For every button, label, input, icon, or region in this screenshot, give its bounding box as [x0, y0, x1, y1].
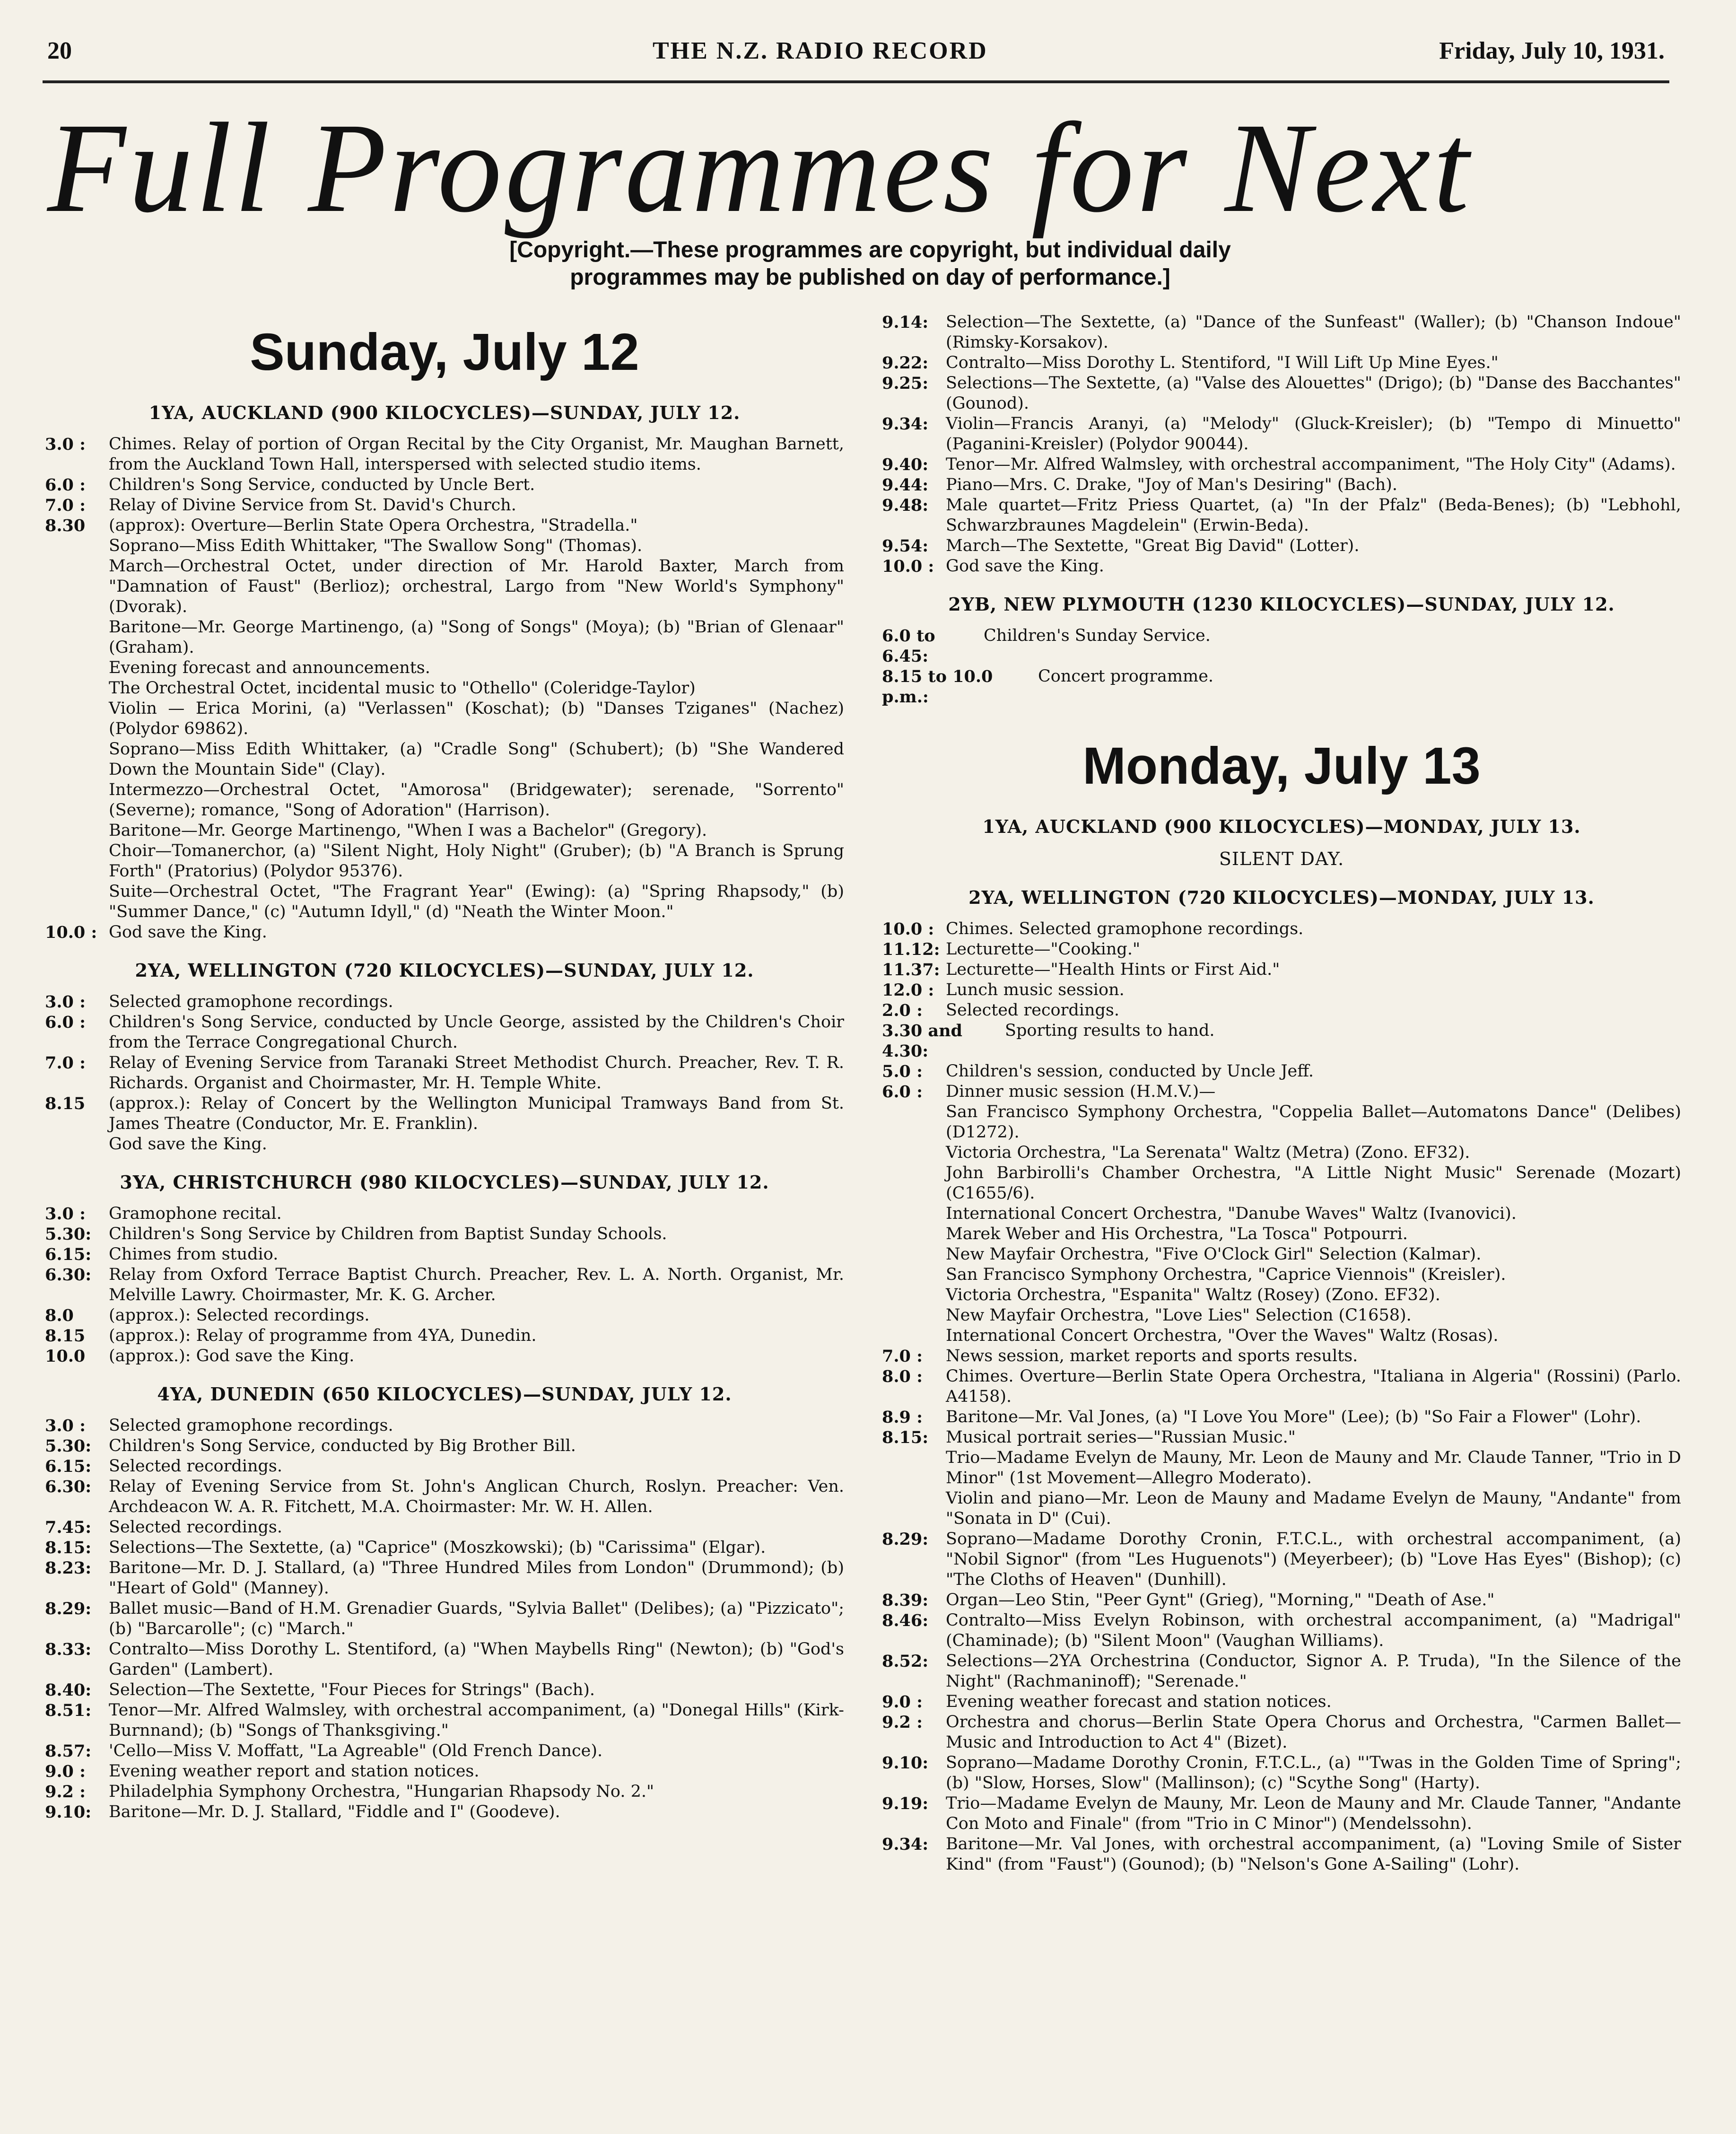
- list-item: 5.30: Children's Song Service, conducted by Big Brother Bill.: [45, 1436, 576, 1456]
- station-4ya-sunday: 4YA, DUNEDIN (650 KILOCYCLES)—SUNDAY, JULY 12.: [157, 1383, 732, 1405]
- list-item: 8.30 (approx): Overture—Berlin State Opera Orchestra, "Stradella.": [45, 516, 638, 535]
- list-item: 5.30: Children's Song Service by Children from Baptist Sunday Schools.: [45, 1224, 667, 1244]
- programme-item: International Concert Orchestra, "Danube Waves" Waltz (Ivanovici).: [946, 1204, 1517, 1223]
- list-item: 3.0 : Chimes. Relay of portion of Organ Recital by the City Organist, Mr. Maughan Barnett, from the Auckland Town Hall, interspersed with selected studio items.: [45, 435, 844, 474]
- list-item: 9.0 : Evening weather report and station notices.: [45, 1762, 480, 1781]
- page-header: [47, 37, 1665, 70]
- list-item: 8.0 (approx.): Selected recordings.: [45, 1306, 370, 1325]
- list-item: 8.15: Selections—The Sextette, (a) "Caprice" (Moszkowski); (b) "Carissima" (Elgar).: [45, 1538, 766, 1557]
- programme-item: Baritone—Mr. George Martinengo, (a) "Song of Songs" (Moya); (b) "Brian of Glenaar" (Graham).: [109, 618, 844, 657]
- programme-item: March—Orchestral Octet, under direction of Mr. Harold Baxter, March from "Damnation of Faust" (Berlioz); orchestral, Largo from "New World's Symphony" (Dvorak).: [109, 557, 844, 616]
- programme-item: Trio—Madame Evelyn de Mauny, Mr. Leon de Mauny and Mr. Claude Tanner, "Trio in D Minor" (1st Movement—Allegro Moderato).: [946, 1448, 1681, 1487]
- list-item: 10.0 : God save the King.: [45, 923, 267, 942]
- list-item: 9.48: Male quartet—Fritz Priess Quartet, (a) "In der Pfalz" (Beda-Benes); (b) "Lebhohl, Schwarzbraunes Magdelein" (Erwin-Beda).: [882, 496, 1681, 535]
- list-item: 8.15 to 10.0 p.m.: Concert programme.: [882, 667, 1214, 707]
- programme-item: Choir—Tomanerchor, (a) "Silent Night, Holy Night" (Gruber); (b) "A Branch is Sprung Forth" (Pratorius) (Polydor 95376).: [109, 841, 844, 881]
- programme-item: Violin — Erica Morini, (a) "Verlassen" (Koschat); (b) "Danses Tziganes" (Nachez) (Polydor 69862).: [109, 699, 844, 738]
- list-item: 6.0 : Children's Song Service, conducted by Uncle Bert.: [45, 475, 535, 495]
- list-item: 8.0 : Chimes. Overture—Berlin State Opera Orchestra, "Italiana in Algeria" (Rossini) (Parlo. A4158).: [882, 1367, 1681, 1406]
- issue-date: Friday, July 10, 1931.: [1439, 37, 1665, 64]
- programme-item: International Concert Orchestra, "Over the Waves" Waltz (Rosas).: [946, 1326, 1499, 1345]
- list-item: 9.34: Violin—Francis Aranyi, (a) "Melody" (Gluck-Kreisler); (b) "Tempo di Minuetto" (Paganini-Kreisler) (Polydor 90044).: [882, 414, 1681, 454]
- station-2ya-sunday: 2YA, WELLINGTON (720 KILOCYCLES)—SUNDAY, JULY 12.: [135, 960, 754, 981]
- list-item: 2.0 : Selected recordings.: [882, 1001, 1119, 1020]
- page-number: 20: [47, 37, 72, 64]
- list-item: 3.0 : Gramophone recital.: [45, 1204, 282, 1224]
- list-item: 8.46: Contralto—Miss Evelyn Robinson, with orchestral accompaniment, (a) "Madrigal" (Chaminade); (b) "Silent Moon" (Vaughan Williams).: [882, 1611, 1681, 1650]
- programme-item: Suite—Orchestral Octet, "The Fragrant Year" (Ewing): (a) "Spring Rhapsody," (b) "Summer Dance," (c) "Autumn Idyll," (d) "Neath the Winter Moon.": [109, 882, 844, 921]
- list-item: 9.22: Contralto—Miss Dorothy L. Stentiford, "I Will Lift Up Mine Eyes.": [882, 353, 1499, 373]
- list-item: 10.0 : Chimes. Selected gramophone recordings.: [882, 919, 1304, 939]
- header-rule: [43, 80, 1669, 83]
- silent-day-note: SILENT DAY.: [1219, 848, 1344, 869]
- programme-item: Soprano—Miss Edith Whittaker, "The Swallow Song" (Thomas).: [109, 536, 643, 555]
- station-1ya-monday: 1YA, AUCKLAND (900 KILOCYCLES)—MONDAY, JULY 13.: [982, 816, 1581, 837]
- right-column: [882, 312, 1681, 1875]
- list-item: 8.40: Selection—The Sextette, "Four Pieces for Strings" (Bach).: [45, 1680, 595, 1700]
- list-item: 6.0 : Dinner music session (H.M.V.)—: [882, 1082, 1216, 1102]
- station-1ya-sunday: 1YA, AUCKLAND (900 KILOCYCLES)—SUNDAY, JULY 12.: [148, 402, 741, 423]
- list-item: 9.2 : Orchestra and chorus—Berlin State Opera Chorus and Orchestra, "Carmen Ballet—Music and Introduction to Act 4" (Bizet).: [882, 1713, 1681, 1752]
- list-item: 9.54: March—The Sextette, "Great Big David" (Lotter).: [882, 536, 1360, 556]
- programme-item: John Barbirolli's Chamber Orchestra, "A Little Night Music" Serenade (Mozart) (C1655/6).: [946, 1163, 1681, 1203]
- list-item: 8.9 : Baritone—Mr. Val Jones, (a) "I Love You More" (Lee); (b) "So Fair a Flower" (Lohr).: [882, 1408, 1641, 1427]
- programme-item: Evening forecast and announcements.: [109, 658, 430, 677]
- left-column: [45, 303, 844, 1822]
- list-item: 3.30 and 4.30: Sporting results to hand.: [882, 1021, 1215, 1061]
- monday-heading: Monday, July 13: [1082, 737, 1481, 795]
- list-item: 6.0 to 6.45: Children's Sunday Service.: [882, 626, 1211, 666]
- list-item: 8.23: Baritone—Mr. D. J. Stallard, (a) "Three Hundred Miles from London" (Drummond); (b) "Heart of Gold" (Manney).: [45, 1558, 844, 1598]
- list-item: 9.10: Soprano—Madame Dorothy Cronin, F.T.C.L., (a) "'Twas in the Golden Time of Spring"; (b) "Slow, Horses, Slow" (Mallinson); (c) "Scythe Song" (Harty).: [882, 1753, 1681, 1793]
- sunday-heading: Sunday, July 12: [250, 323, 639, 381]
- list-item: 8.29: Soprano—Madame Dorothy Cronin, F.T.C.L., with orchestral accompaniment, (a) "Nobil Signor" (from "Les Huguenots") (Meyerbeer); (b) "Love Has Eyes" (Bishop); (c) "The Cloths of Heaven" (Dunhill).: [882, 1530, 1681, 1589]
- list-item: 10.0 : God save the King.: [882, 557, 1104, 576]
- copyright-notice: [Copyright.—These programmes are copyright, but individual daily programmes may be published on day of performance.]: [509, 237, 1231, 290]
- list-item: 9.40: Tenor—Mr. Alfred Walmsley, with orchestral accompaniment, "The Holy City" (Adams).: [882, 455, 1676, 474]
- list-item: 8.15 (approx.): Relay of programme from 4YA, Dunedin.: [45, 1326, 537, 1346]
- list-item: 8.15 (approx.): Relay of Concert by the Wellington Municipal Tramways Band from St. James Theatre (Conductor, Mr. E. Franklin).: [45, 1094, 844, 1133]
- list-item: 6.15: Selected recordings.: [45, 1457, 282, 1476]
- station-2ya-monday: 2YA, WELLINGTON (720 KILOCYCLES)—MONDAY, JULY 13.: [968, 887, 1595, 908]
- list-item: 9.34: Baritone—Mr. Val Jones, with orchestral accompaniment, (a) "Loving Smile of Sister Kind" (from "Faust") (Gounod); (b) "Nelson's Gone A-Sailing" (Lohr).: [882, 1835, 1681, 1874]
- programme-item: New Mayfair Orchestra, "Love Lies" Selection (C1658).: [946, 1306, 1412, 1325]
- list-item: 9.0 : Evening weather forecast and station notices.: [882, 1692, 1332, 1712]
- list-item: 8.33: Contralto—Miss Dorothy L. Stentiford, (a) "When Maybells Ring" (Newton); (b) "God's Garden" (Lambert).: [45, 1640, 844, 1679]
- programme-item: God save the King.: [109, 1135, 267, 1154]
- list-item: 8.15: Musical portrait series—"Russian Music.": [882, 1428, 1296, 1447]
- list-item: 3.0 : Selected gramophone recordings.: [45, 1416, 393, 1435]
- list-item: 3.0 : Selected gramophone recordings.: [45, 992, 393, 1012]
- programme-item: Intermezzo—Orchestral Octet, "Amorosa" (Bridgewater); serenade, "Sorrento" (Severne); romance, "Song of Adoration" (Harrison).: [109, 780, 844, 820]
- list-item: 8.29: Ballet music—Band of H.M. Grenadier Guards, "Sylvia Ballet" (Delibes); (a) "Pizzicato"; (b) "Barcarolle"; (c) "March.": [45, 1599, 844, 1638]
- programme-item: The Orchestral Octet, incidental music to "Othello" (Coleridge-Taylor): [109, 679, 696, 698]
- programme-item: Victoria Orchestra, "Espanita" Waltz (Rosey) (Zono. EF32).: [946, 1286, 1440, 1304]
- list-item: 8.57: 'Cello—Miss V. Moffatt, "La Agreable" (Old French Dance).: [45, 1741, 603, 1761]
- programme-item: San Francisco Symphony Orchestra, "Caprice Viennois" (Kreisler).: [946, 1265, 1506, 1284]
- station-2yb-sunday: 2YB, NEW PLYMOUTH (1230 KILOCYCLES)—SUNDAY, JULY 12.: [948, 594, 1615, 615]
- list-item: 7.0 : Relay of Evening Service from Taranaki Street Methodist Church. Preacher, Rev. T. R. Richards. Organist and Choirmaster, Mr. H. Temple White.: [45, 1053, 844, 1093]
- list-item: 7.0 : Relay of Divine Service from St. David's Church.: [45, 496, 516, 515]
- programme-item: Baritone—Mr. George Martinengo, "When I was a Bachelor" (Gregory).: [109, 821, 707, 840]
- programme-item: San Francisco Symphony Orchestra, "Coppelia Ballet—Automatons Dance" (Delibes) (D1272).: [946, 1102, 1681, 1142]
- list-item: 7.45: Selected recordings.: [45, 1518, 282, 1537]
- page-title: Full Programmes for Next: [47, 96, 1472, 239]
- programme-item: Soprano—Miss Edith Whittaker, (a) "Cradle Song" (Schubert); (b) "She Wandered Down the Mountain Side" (Clay).: [109, 740, 844, 779]
- list-item: 8.51: Tenor—Mr. Alfred Walmsley, with orchestral accompaniment, (a) "Donegal Hills" (Kirk-Burnnand); (b) "Songs of Thanksgiving.": [45, 1701, 844, 1740]
- list-item: 9.10: Baritone—Mr. D. J. Stallard, "Fiddle and I" (Goodeve).: [45, 1802, 560, 1822]
- list-item: 5.0 : Children's session, conducted by Uncle Jeff.: [882, 1062, 1314, 1081]
- list-item: 8.52: Selections—2YA Orchestrina (Conductor, Signor A. P. Truda), "In the Silence of the Night" (Rachmaninoff); "Serenade.": [882, 1652, 1681, 1691]
- list-item: 6.30: Relay of Evening Service from St. John's Anglican Church, Roslyn. Preacher: Ven. Archdeacon W. A. R. Fitchett, M.A. Choirmaster: Mr. W. H. Allen.: [45, 1477, 844, 1516]
- programme-item: New Mayfair Orchestra, "Five O'Clock Girl" Selection (Kalmar).: [946, 1245, 1482, 1264]
- station-3ya-sunday: 3YA, CHRISTCHURCH (980 KILOCYCLES)—SUNDAY, JULY 12.: [120, 1172, 769, 1193]
- list-item: 11.37: Lecturette—"Health Hints or First Aid.": [882, 960, 1280, 980]
- list-item: 6.30: Relay from Oxford Terrace Baptist Church. Preacher, Rev. L. A. North. Organist, Mr. Melville Lawry. Choirmaster, Mr. K. G. Archer.: [45, 1265, 844, 1304]
- newspaper-name: THE N.Z. RADIO RECORD: [653, 37, 988, 64]
- list-item: 9.25: Selections—The Sextette, (a) "Valse des Alouettes" (Drigo); (b) "Danse des Bacchantes" (Gounod).: [882, 374, 1681, 413]
- list-item: 11.12: Lecturette—"Cooking.": [882, 940, 1141, 959]
- list-item: 8.39: Organ—Leo Stin, "Peer Gynt" (Grieg), "Morning," "Death of Ase.": [882, 1591, 1495, 1610]
- list-item: 9.19: Trio—Madame Evelyn de Mauny, Mr. Leon de Mauny and Mr. Claude Tanner, "Andante Con Moto and Finale" (from "Trio in C Minor") (Mendelssohn).: [882, 1794, 1681, 1833]
- list-item: 10.0 (approx.): God save the King.: [45, 1347, 355, 1366]
- list-item: 9.14: Selection—The Sextette, (a) "Dance of the Sunfeast" (Waller); (b) "Chanson Indoue" (Rimsky-Korsakov).: [882, 313, 1681, 352]
- list-item: 9.2 : Philadelphia Symphony Orchestra, "Hungarian Rhapsody No. 2.": [45, 1782, 654, 1802]
- list-item: 12.0 : Lunch music session.: [882, 980, 1125, 1000]
- programme-item: Marek Weber and His Orchestra, "La Tosca" Potpourri.: [946, 1224, 1408, 1243]
- list-item: 7.0 : News session, market reports and sports results.: [882, 1347, 1358, 1366]
- programme-item: Victoria Orchestra, "La Serenata" Waltz (Metra) (Zono. EF32).: [946, 1143, 1470, 1162]
- list-item: 6.0 : Children's Song Service, conducted by Uncle George, assisted by the Children's Choir from the Terrace Congregational Church.: [45, 1013, 844, 1052]
- list-item: 6.15: Chimes from studio.: [45, 1245, 279, 1264]
- list-item: 9.44: Piano—Mrs. C. Drake, "Joy of Man's Desiring" (Bach).: [882, 475, 1398, 495]
- programme-item: Violin and piano—Mr. Leon de Mauny and Madame Evelyn de Mauny, "Andante" from "Sonata in D" (Cui).: [946, 1489, 1681, 1528]
